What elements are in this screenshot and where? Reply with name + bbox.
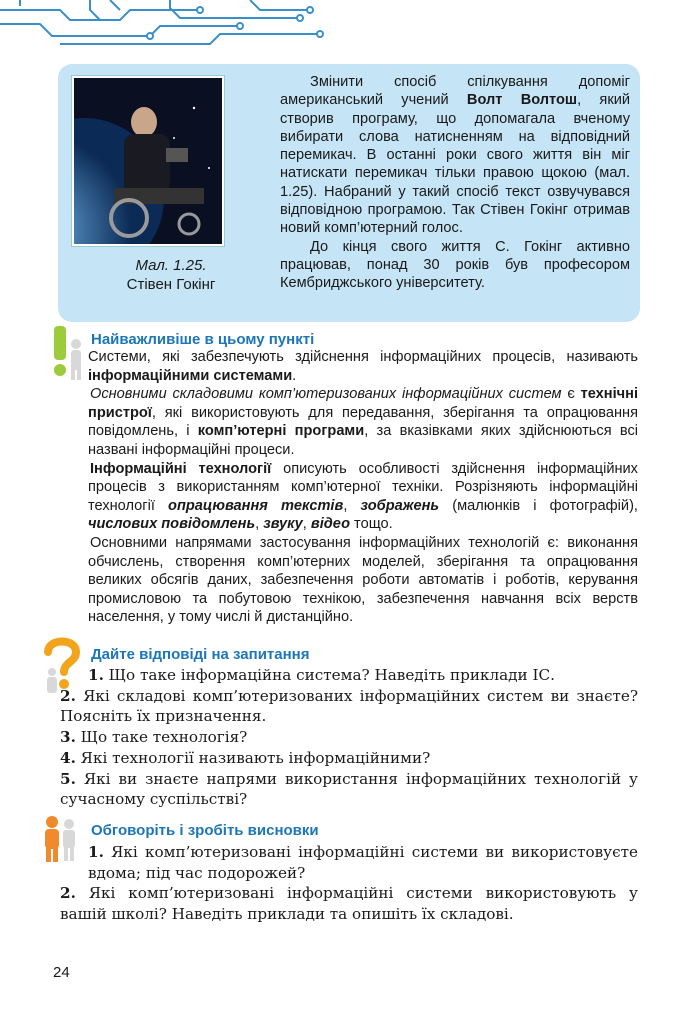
bold-name: Волт Волтош <box>466 92 578 109</box>
section-heading-questions: Дайте відповіді на запитання <box>91 646 310 663</box>
text-run: , <box>343 497 361 514</box>
term: зображень <box>360 497 440 514</box>
text-run: , <box>255 516 264 533</box>
panel-paragraph <box>280 73 630 238</box>
exclamation-person-icon <box>50 326 86 380</box>
italic-term: Основними складовими комп’ютеризованих інформаційних систем <box>90 386 562 403</box>
text-run: , які використовують для передавання, зберігання та опрацювання повідомлень, і <box>88 404 638 440</box>
question-text: Які технології називають інформаційними? <box>75 748 431 767</box>
text-run: , який створив програму, що допомагала вченому вибирати слова натисненням на відповідний перемикач. В останні роки свого життя він міг натискати перемикач тільки правою щокою (мал. 1.25). Набраний у такий спосіб текст озвучувався відповідною програмою. Так Стівен Гокінг отримав новий комп’ютерний голос. <box>280 92 631 237</box>
term: інформаційними системами <box>88 367 293 384</box>
term: опрацювання текстів <box>168 497 344 514</box>
question-number: 1. <box>88 666 104 684</box>
question-number: 2. <box>60 884 76 903</box>
question-text: Що таке технологія? <box>75 728 248 747</box>
question-item <box>60 727 638 748</box>
text-run: Змінити спосіб спілкування допоміг американський учений <box>280 74 630 109</box>
figure-caption <box>64 256 278 294</box>
section-important-body <box>88 348 638 627</box>
term: відео <box>310 516 350 533</box>
term: комп’ютерні програми <box>197 423 365 440</box>
caption-label: Мал. 1.25. <box>135 257 207 274</box>
section-heading-important: Найважливіше в цьому пункті <box>91 331 315 348</box>
circuit-decoration <box>0 0 330 50</box>
text-run: описують особливості здійснення інформаційних процесів з використанням комп’ютерної техніки. Розрізняють інформаційні технології <box>88 460 638 514</box>
paragraph <box>0 385 638 459</box>
text-run: є <box>561 386 581 403</box>
question-text: Які ви знаєте напрями використання інформаційних технологій у сучасному суспільстві? <box>60 769 638 809</box>
paragraph: Основними напрямами застосування інформаційних технологій є: виконання обчислень, створення комп’ютерних моделей, зберігання та опрацювання великих обсягів даних, забезпечення роботи автоматів і роботів, керування промисловою та побутовою технікою, забезпечення навчання всіх верств населення, у тому числі й дистанційно. <box>88 534 638 626</box>
caption-name: Стівен Гокінг <box>126 276 216 293</box>
page-number: 24 <box>53 964 70 981</box>
paragraph <box>88 348 638 385</box>
text-run: Системи, які забезпечують здійснення інформаційних процесів, називають <box>88 349 638 365</box>
question-item <box>60 748 638 769</box>
section-heading-discuss: Обговоріть і зробіть висновки <box>91 822 319 839</box>
discussion-list <box>60 842 638 925</box>
text-run: . <box>292 367 297 384</box>
question-number: 4. <box>60 748 76 767</box>
discussion-item <box>60 842 638 883</box>
term: звуку <box>263 516 303 533</box>
questions-list <box>60 665 638 810</box>
panel-text <box>280 73 630 293</box>
text-run: тощо. <box>350 516 393 533</box>
question-number: 5. <box>60 769 76 788</box>
question-item <box>60 769 638 810</box>
question-number: 2. <box>60 686 76 705</box>
panel-paragraph: До кінця свого життя С. Гокінг активно працював, понад 30 років був професором Кембриджського університету. <box>280 238 630 292</box>
paragraph <box>88 460 638 534</box>
question-text: Що таке інформаційна система? Наведіть приклади ІС. <box>103 666 555 684</box>
question-text: Які комп’ютеризовані інформаційні системи використовують у вашій школі? Наведіть приклади та опишіть їх складові. <box>60 884 638 924</box>
term: технічні пристрої <box>88 386 638 421</box>
text-run: , <box>302 516 311 533</box>
stephen-hawking-photo <box>72 76 224 246</box>
question-text: Які складові комп’ютеризованих інформаційних систем ви знаєте? Поясніть їх призначення. <box>60 686 638 726</box>
discussion-item <box>60 883 638 924</box>
text-run: , за вказівками яких здійснюються всі названі інформаційні процеси. <box>88 423 638 458</box>
term: числових повідомлень <box>88 516 256 533</box>
text-run: (малюнків і фотографій), <box>439 497 638 514</box>
question-number: 3. <box>60 728 76 747</box>
question-text: Які комп’ютеризовані інформаційні системи ви використовуєте вдома; під час подорожей? <box>88 843 638 882</box>
question-item <box>60 665 638 686</box>
question-number: 1. <box>88 843 104 861</box>
question-item <box>60 686 638 727</box>
term: Інформаційні технології <box>90 460 272 477</box>
